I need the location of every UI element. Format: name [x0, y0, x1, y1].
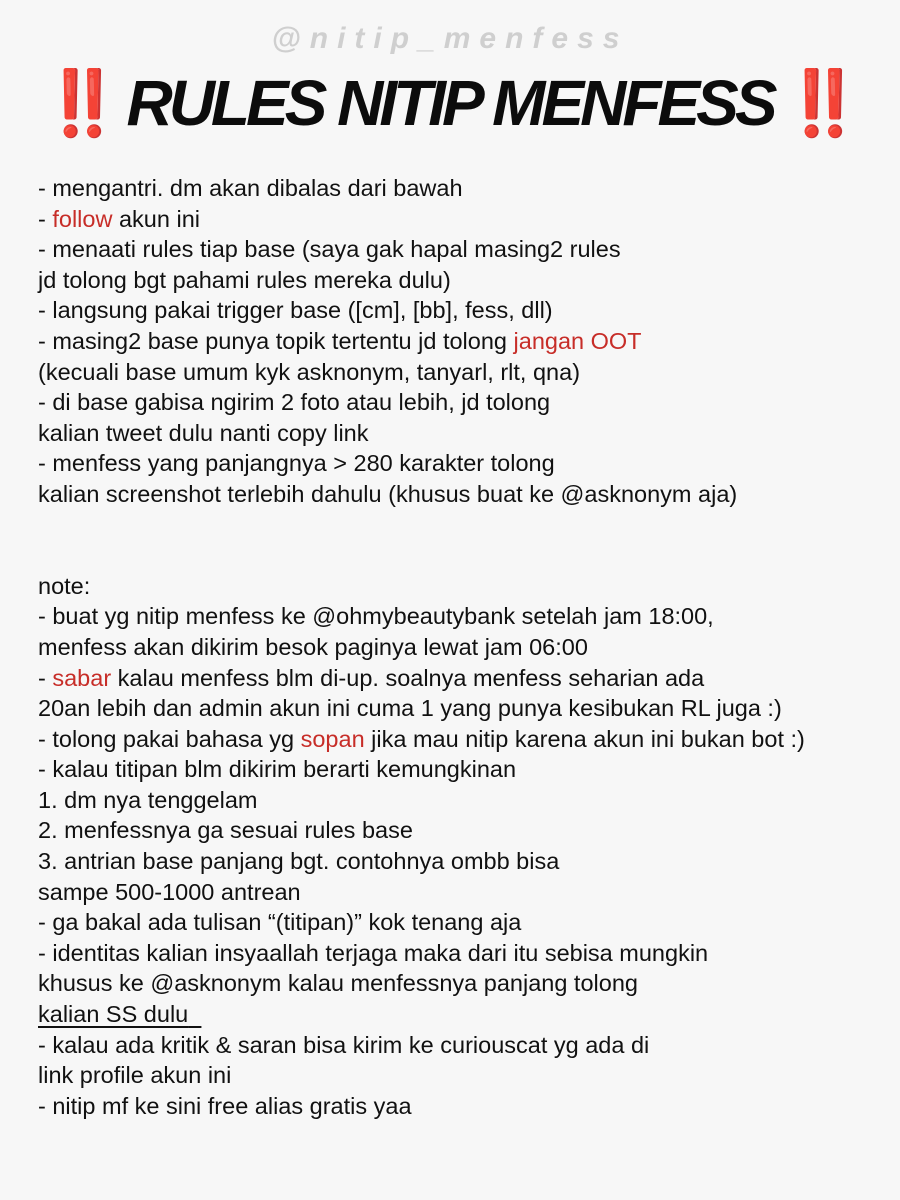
rule-line: - langsung pakai trigger base ([cm], [bb], fess, dll)	[38, 297, 553, 324]
highlight-text: sopan	[300, 725, 365, 752]
rules-list	[38, 173, 888, 510]
note-line	[38, 999, 888, 1030]
highlight-text: follow	[52, 205, 113, 232]
rule-line: - masing2 base punya topik tertentu jd tolong jangan OOT	[38, 327, 642, 354]
rule-line: - follow akun ini	[38, 205, 200, 232]
note-line: - kalau titipan blm dikirim berarti kemungkinan	[38, 756, 517, 783]
rule-line: - di base gabisa ngirim 2 foto atau lebih, jd tolong	[38, 389, 551, 416]
account-handle: @nitip_menfess	[271, 22, 629, 55]
highlight-text: jangan OOT	[513, 327, 642, 354]
note-line: 20an lebih dan admin akun ini cuma 1 yang punya kesibukan RL juga :)	[38, 695, 782, 722]
rule-line: kalian tweet dulu nanti copy link	[38, 419, 369, 446]
rule-line: - mengantri. dm akan dibalas dari bawah	[38, 175, 463, 201]
section-spacer	[38, 510, 888, 571]
note-line: link profile akun ini	[38, 1062, 232, 1089]
note-line: 2. menfessnya ga sesuai rules base	[38, 817, 413, 844]
rule-line: - menaati rules tiap base (saya gak hapal masing2 rules	[38, 236, 621, 263]
note-line: - identitas kalian insyaallah terjaga maka dari itu sebisa mungkin	[38, 939, 709, 966]
note-line: khusus ke @asknonym kalau menfessnya panjang tolong	[38, 970, 638, 997]
underlined-text: kalian SS dulu	[38, 1001, 189, 1028]
double-exclamation-icon: ‼️	[42, 67, 117, 139]
rule-line: jd tolong bgt pahami rules mereka dulu)	[38, 266, 451, 293]
note-line: menfess akan dikirim besok paginya lewat jam 06:00	[38, 633, 588, 660]
note-line: 3. antrian base panjang bgt. contohnya ombb bisa	[38, 848, 560, 875]
note-line: sampe 500-1000 antrean	[38, 878, 301, 905]
rule-line: (kecuali base umum kyk asknonym, tanyarl, rlt, qna)	[38, 358, 581, 385]
page-title	[0, 66, 900, 141]
rules-body	[38, 173, 888, 1121]
note-line: - nitip mf ke sini free alias gratis yaa	[38, 1092, 412, 1119]
double-exclamation-icon: ‼️	[783, 67, 858, 139]
rule-line: - menfess yang panjangnya > 280 karakter tolong	[38, 450, 555, 477]
highlight-text: sabar	[52, 664, 112, 691]
note-line: - sabar kalau menfess blm di-up. soalnya menfess seharian ada	[38, 664, 705, 691]
note-line: - buat yg nitip menfess ke @ohmybeautybank setelah jam 18:00,	[38, 603, 714, 630]
notes-list	[38, 571, 888, 1122]
note-line: 1. dm nya tenggelam	[38, 786, 258, 813]
title-text: RULES NITIP MENFESS	[126, 67, 774, 139]
note-heading: note:	[38, 572, 91, 599]
note-line: - kalau ada kritik & saran bisa kirim ke curiouscat yg ada di	[38, 1031, 650, 1058]
rule-line: kalian screenshot terlebih dahulu (khusus buat ke @asknonym aja)	[38, 480, 738, 507]
note-line: - tolong pakai bahasa yg sopan jika mau nitip karena akun ini bukan bot :)	[38, 725, 805, 752]
note-line: - ga bakal ada tulisan “(titipan)” kok tenang aja	[38, 909, 522, 936]
